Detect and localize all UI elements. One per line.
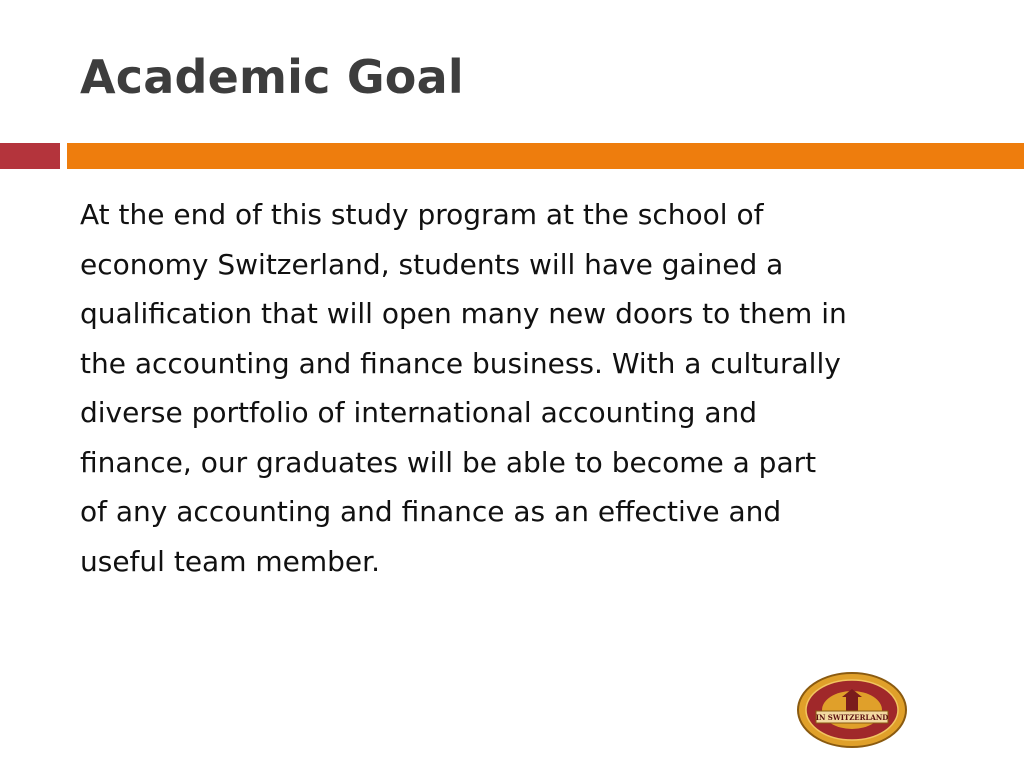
- slide-title: Academic Goal: [80, 50, 464, 104]
- body-line: the accounting and finance business. With a culturally: [80, 346, 841, 380]
- body-line: finance, our graduates will be able to become a part: [80, 445, 817, 479]
- body-line: useful team member.: [80, 544, 381, 578]
- academy-seal-icon: [796, 671, 908, 749]
- seal-text: IN SWITZERLAND: [815, 713, 889, 722]
- body-line: of any accounting and finance as an effective and: [80, 495, 782, 528]
- body-line: At the end of this study program at the school of: [80, 198, 764, 231]
- body-paragraph: [80, 190, 980, 586]
- accent-bar-orange: [67, 143, 1024, 169]
- accent-bar-red: [0, 143, 60, 169]
- body-line: qualification that will open many new doors to them in: [80, 297, 847, 330]
- body-line: diverse portfolio of international accounting and: [80, 396, 757, 429]
- body-line: economy Switzerland, students will have gained a: [80, 247, 784, 281]
